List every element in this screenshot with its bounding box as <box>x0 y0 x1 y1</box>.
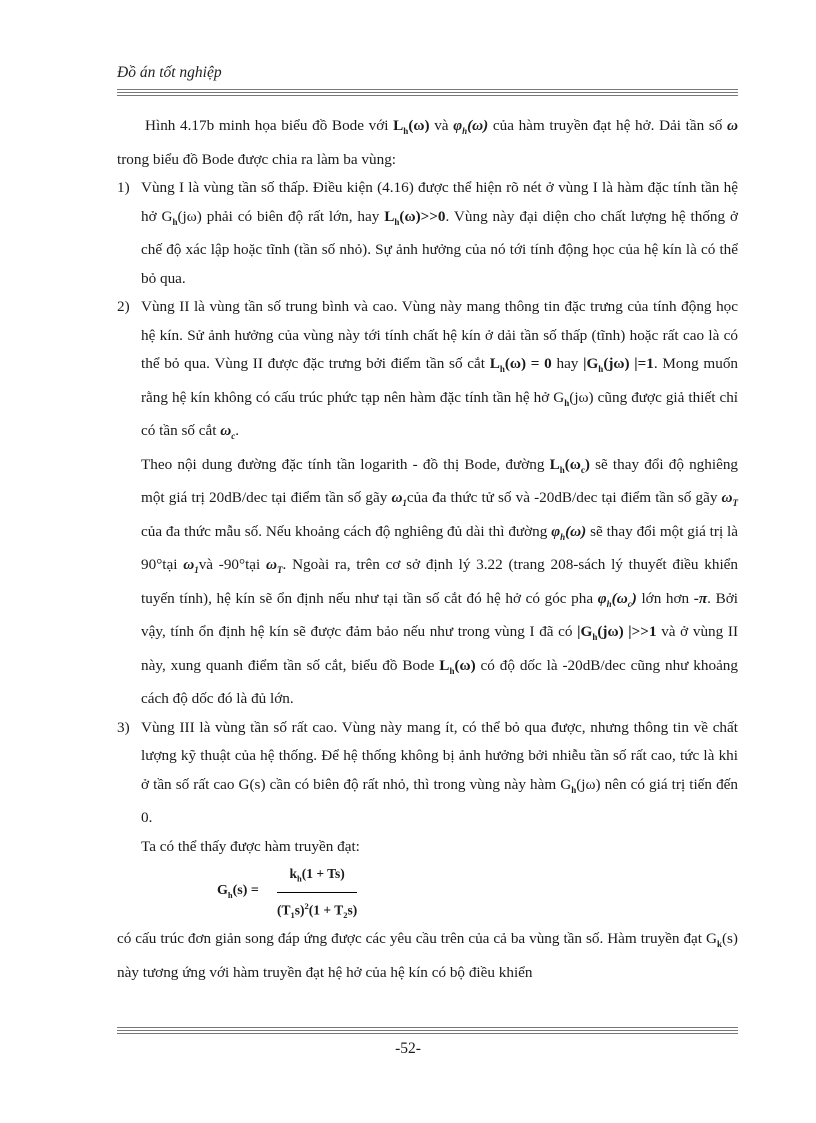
math-absG-gg1: $|G_h(j\omega)$ |>>1 <box>577 623 657 643</box>
math-omega-1: $\omega_1$ <box>391 489 407 509</box>
math-Lh-2: $L_h(\omega)$ <box>439 656 476 676</box>
math-phi: $\varphi_h(\omega)$ <box>453 117 489 137</box>
math-omega-c: $\omega_c$ <box>220 422 236 442</box>
page-body <box>117 112 738 987</box>
list-item-3: 3) Vùng III là vùng tần số rất cao. Vùng này mang ít, có thể bỏ qua được, nhưng thông tin về chất lượng kỹ thuật của hệ thống. Để hệ thống không bị ảnh hưởng bởi nhiễu tần số rất cao, tức là khi ở tần số rất cao G(s) cần có biên độ rất nhỏ, thì trong vùng này hàm $G_h(j\omega)$ nên có giá trị tiến đến 0. <box>117 718 739 827</box>
list-item-2: 2) Vùng II là vùng tần số trung bình và cao. Vùng này mang thông tin đặc trưng của tính động học hệ kín. Sử ảnh hưởng của vùng này tới tính chất hệ kín ở dải tần số thấp (tĩnh) hoặc rất cao là có thể bỏ qua. Vùng II được đặc trưng bởi điểm tần số cắt $L_h(\omega) = 0$ hay $|G_h(j\omega)$ |=1. Mong muốn rằng hệ kín không có cấu trúc phức tạp nên hàm đặc tính tần hệ hở $G_h(j\omega)$ cũng được giả thiết chỉ có tần số cắt $\omega_c$. <box>117 298 739 442</box>
math-G-2: $G_h(j\omega)$ <box>553 388 594 408</box>
list-item-1: 1) Vùng I là vùng tần số thấp. Điều kiện (4.16) được thể hiện rõ nét ở vùng I là hàm đặc tính tần hệ hở $G_h(j\omega)$ phải có biên độ rất lớn, hay $L_h(\omega)>>0$. Vùng này đại diện cho chất lượng hệ thống ở chế độ xác lập hoặc tĩnh (tần số nhỏ). Sự ảnh hưởng của nó tới tính động học của hệ kín là có thể bỏ qua. <box>117 179 739 287</box>
header-rule <box>117 89 738 98</box>
page-header: Đồ án tốt nghiệp <box>117 64 222 81</box>
closing-paragraph: có cấu trúc đơn giản song đáp ứng được các yêu cầu trên của cả ba vùng tần số. Hàm truyền đạt $G_k(s)$ này tương ứng với hàm truyền đạt hệ hở của hệ kín có bộ điều khiển <box>117 930 738 981</box>
math-Gk: $G_k(s)$ <box>705 930 738 950</box>
formula-numerator: $k_h(1 + Ts)$ <box>289 866 345 885</box>
math-phi-2: $\varphi_h(\omega)$ <box>551 522 587 542</box>
math-minus-pi: -π <box>693 589 708 607</box>
transfer-function-formula <box>117 861 738 925</box>
footer-rule <box>117 1027 738 1036</box>
math-omega-1b: $\omega_1$ <box>183 556 199 576</box>
math-phi-c: $\varphi_h(\omega_c)$ <box>597 589 637 609</box>
page-number: -52- <box>395 1040 421 1057</box>
intro-paragraph: Hình 4.17b minh họa biểu đồ Bode với $L_h(\omega)$ và $\varphi_h(\omega)$ của hàm truyền đạt hệ hở. Dải tần số ω trong biểu đồ Bode được chia ra làm ba vùng: <box>117 117 739 168</box>
formula-lhs: $G_h(s)$ = <box>217 883 259 901</box>
math-omega-T: $\omega_T$ <box>721 489 739 509</box>
item3-continuation: Ta có thể thấy được hàm truyền đạt: <box>141 837 360 855</box>
math-absG-eq1: $|G_h(j\omega)$ |=1 <box>583 355 654 375</box>
item2-continuation: Theo nội dung đường đặc tính tần logarith - đồ thị Bode, đường $L_h(\omega_c)$ sẽ thay đổi độ nghiêng một giá trị 20dB/dec tại điểm tần số gãy $\omega_1của$ đa thức tử số và -20dB/dec tại điểm tần số gãy $\omega_T$ của đa thức mẫu số. Nếu khoảng cách độ nghiêng đủ dài thì đường $\varphi_h(\omega)$ sẽ thay đổi một giá trị là 90°tại $\omega_1và$ -90°tại $\omega_T$. Ngoài ra, trên cơ sở định lý 3.22 (trang 208-sách lý thuyết điều khiển tuyến tính), hệ kín sẽ ổn định nếu như tại tần số cắt đó hệ hở có góc pha $\varphi_h(\omega_c)$ lớn hơn -π. Bởi vậy, tính ổn định hệ kín sẽ được đảm bảo nếu như trong vùng I đã có $|G_h(j\omega)$ |>>1 và ở vùng II này, xung quanh điểm tần số cắt, biểu đồ Bode $L_h(\omega)$ có độ dốc là -20dB/dec cũng như khoảng cách độ dốc đó là đủ lớn. <box>141 455 739 708</box>
math-omega-Tb: $\omega_T$ <box>266 556 283 576</box>
math-Lh-eq0: $L_h(\omega) = 0$ <box>489 355 552 375</box>
formula-denominator: $(T_1s)^2(1 + T_2s)$ <box>277 901 358 921</box>
formula-fraction <box>277 863 357 926</box>
math-Lh-gg: $L_h(\omega)>>0$ <box>384 207 446 227</box>
math-G: $G_h(j\omega)$ <box>161 207 202 227</box>
math-G-3: $G_h(j\omega)$ <box>560 775 601 795</box>
math-omega: ω <box>727 117 739 134</box>
math-Lh-c: $L_h(\omega_c)$ <box>549 455 590 475</box>
math-Lh: $L_h(\omega)$ <box>393 117 430 137</box>
